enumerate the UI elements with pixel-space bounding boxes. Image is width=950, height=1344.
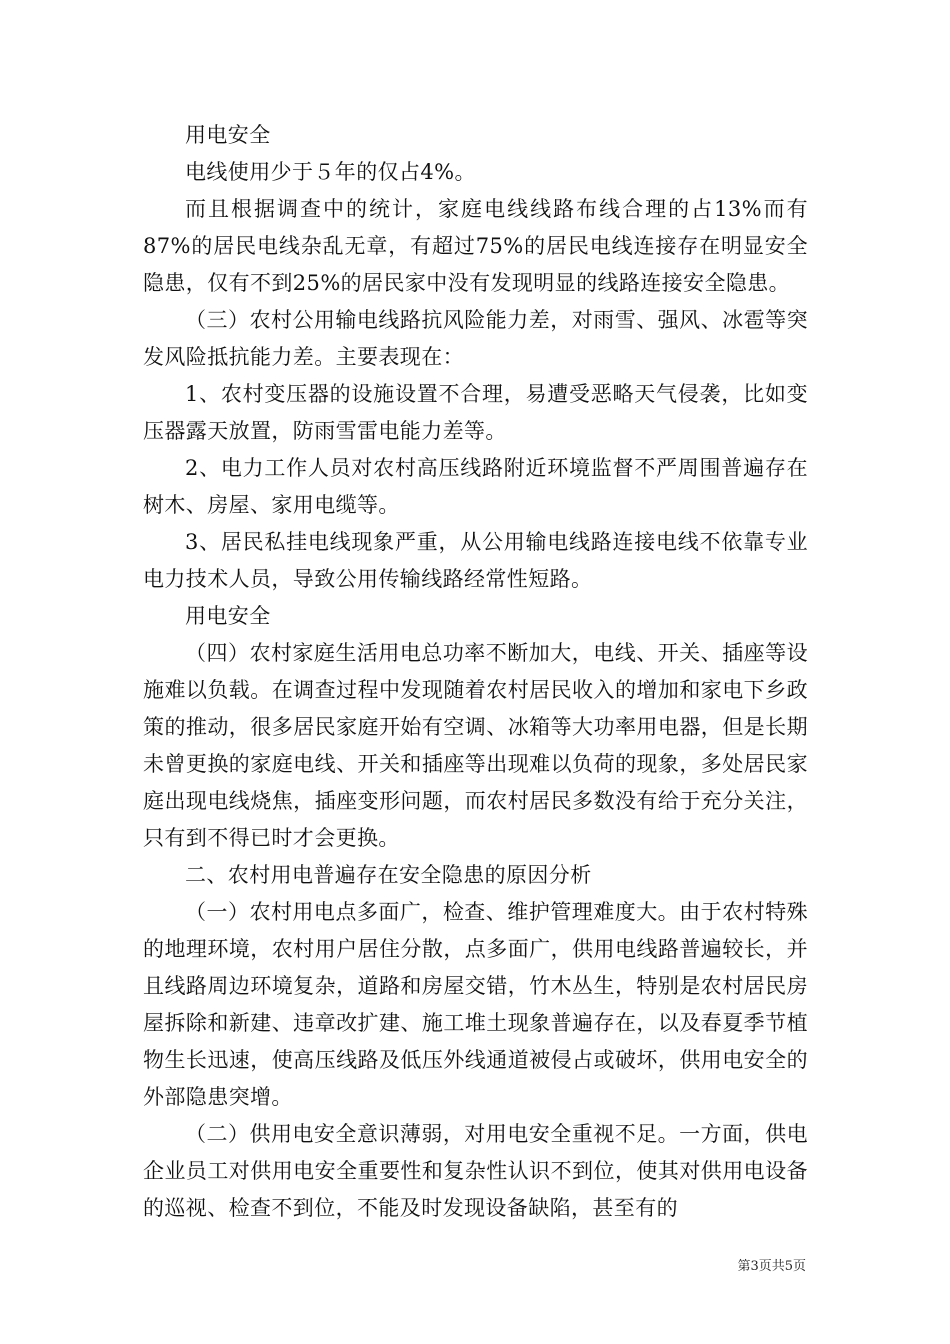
section-heading: 二、农村用电普遍存在安全隐患的原因分析 xyxy=(185,863,592,887)
section-title: 用电安全 xyxy=(185,604,271,628)
document-body xyxy=(143,117,808,1227)
paragraph: （一）农村用电点多面广，检查、维护管理难度大。由于农村特殊的地理环境，农村用户居住分散，点多面广，供用电线路普遍较长，并且线路周边环境复杂，道路和房屋交错，竹木丛生，特别是农村居民房屋拆除和新建、违章改扩建、施工堆土现象普遍存在，以及春夏季节植物生长迅速，使高压线路及低压外线通道被侵占或破坏，供用电安全的外部隐患突增。 xyxy=(143,900,808,1109)
list-item: 1、农村变压器的设施设置不合理，易遭受恶略天气侵袭，比如变压器露天放置，防雨雪雷电能力差等。 xyxy=(143,382,808,443)
paragraph: （二）供用电安全意识薄弱，对用电安全重视不足。一方面，供电企业员工对供用电安全重要性和复杂性认识不到位，使其对供用电设备的巡视、检查不到位，不能及时发现设备缺陷，甚至有的 xyxy=(143,1122,808,1220)
page-number: 第3页共5页 xyxy=(737,1259,806,1274)
paragraph: 电线使用少于５年的仅占4%。 xyxy=(185,160,476,184)
paragraph: （三）农村公用输电线路抗风险能力差，对雨雪、强风、冰雹等突发风险抵抗能力差。主要表现在： xyxy=(143,308,808,369)
paragraph: 而且根据调查中的统计，家庭电线线路布线合理的占13%而有87%的居民电线杂乱无章，有超过75%的居民电线连接存在明显安全隐患，仅有不到25%的居民家中没有发现明显的线路连接安全隐患。 xyxy=(143,197,808,295)
list-item: 2、电力工作人员对农村高压线路附近环境监督不严周围普遍存在树木、房屋、家用电缆等。 xyxy=(143,456,808,517)
list-item: 3、居民私挂电线现象严重，从公用输电线路连接电线不依靠专业电力技术人员，导致公用传输线路经常性短路。 xyxy=(143,530,808,591)
paragraph: （四）农村家庭生活用电总功率不断加大，电线、开关、插座等设施难以负载。在调查过程中发现随着农村居民收入的增加和家电下乡政策的推动，很多居民家庭开始有空调、冰箱等大功率用电器，但是长期未曾更换的家庭电线、开关和插座等出现难以负荷的现象，多处居民家庭出现电线烧焦，插座变形问题，而农村居民多数没有给于充分关注，只有到不得已时才会更换。 xyxy=(143,641,808,850)
section-title: 用电安全 xyxy=(185,123,271,147)
